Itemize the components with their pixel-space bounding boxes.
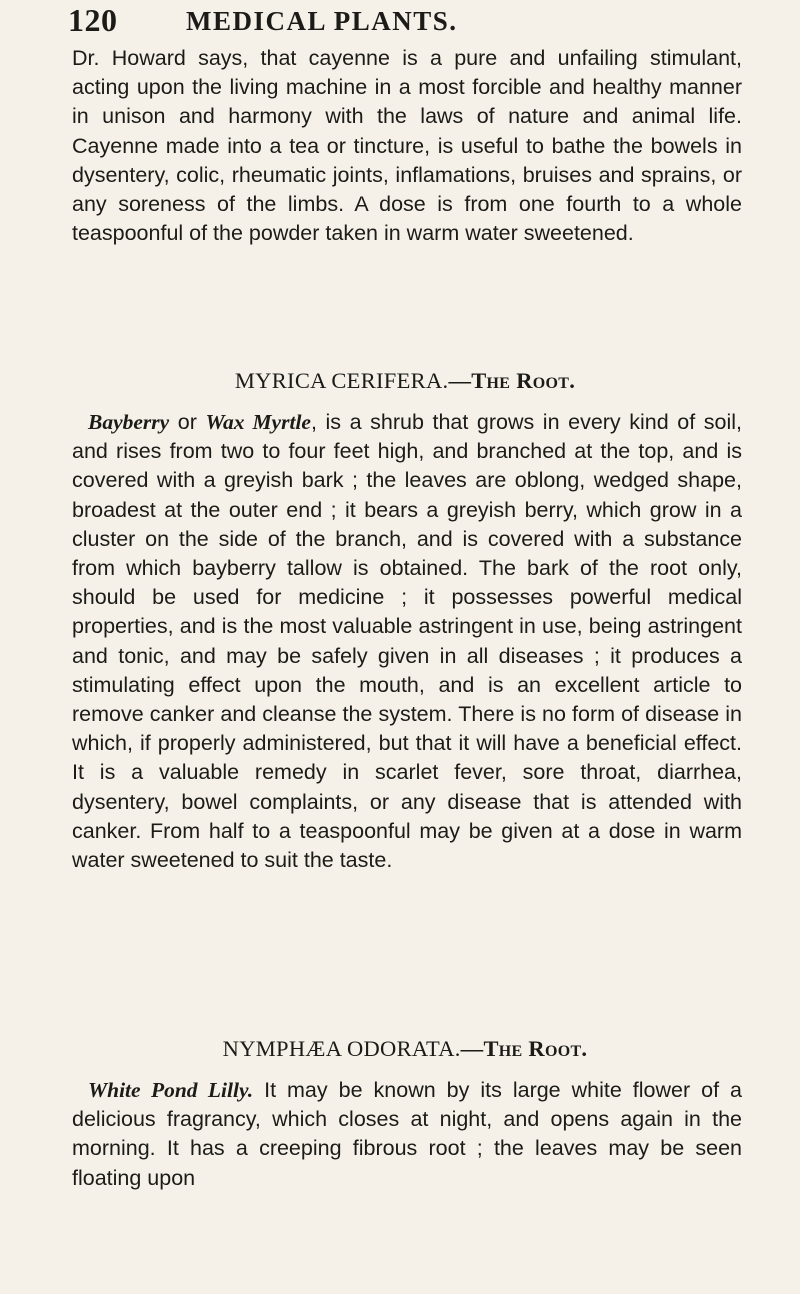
common-name: White Pond Lilly.	[88, 1078, 254, 1102]
connector-text: or	[169, 410, 206, 434]
common-name: Bayberry	[88, 410, 170, 434]
section-body-nymphaea	[72, 1076, 742, 1193]
intro-paragraph: Dr. Howard says, that cayenne is a pure and unfailing stimulant, acting upon the living machine in a most forcible and healthy manner in unison and harmony with the laws of nature and animal life. Cayenne made into a tea or tincture, is useful to bathe the bowels in dysentery, colic, rheumatic joints, inflamations, bruises and sprains, or any soreness of the limbs. A dose is from one fourth to a whole teaspoonful of the powder taken in warm water sweetened.	[72, 46, 742, 246]
section-body-myrica	[72, 408, 742, 875]
plant-part: —The Root.	[448, 368, 576, 393]
body-text: It may be known by its large white flower of a delicious fragrancy, which closes at night, and opens again in the morning. It has a creeping fibrous root ; the leaves may be seen floating upon	[72, 1078, 743, 1190]
latin-name: NYMPHÆA ODORATA.	[222, 1036, 461, 1061]
common-name: Wax Myrtle	[205, 410, 311, 434]
section-heading-myrica	[70, 368, 740, 394]
latin-name: MYRICA CERIFERA.	[234, 368, 449, 393]
page-number: 120	[68, 2, 118, 38]
section-heading-nymphaea	[70, 1036, 740, 1062]
page-header	[68, 2, 740, 42]
body-text: , is a shrub that grows in every kind of soil, and rises from two to four feet high, and branched at the top, and is covered with a greyish bark ; the leaves are oblong, wedged shape, broadest at the outer end ; it bears a greyish berry, which grow in a cluster on the side of the branch, and is covered with a substance from which bayberry tallow is obtained. The bark of the root only, should be used for medicine ; it possesses powerful medical properties, and is the most valuable astringent in use, being astringent and tonic, and may be safely given in all diseases ; it produces a stimulating effect upon the mouth, and is an excellent article to remove canker and cleanse the system. There is no form of disease in which, if properly administered, but that it will have a beneficial effect. It is a valuable remedy in scarlet fever, sore throat, diarrhea, dysentery, bowel complaints, or any disease that is attended with canker. From half to a teaspoonful may be given at a dose in warm water sweetened to suit the taste.	[72, 410, 742, 873]
running-title: MEDICAL PLANTS.	[186, 6, 458, 36]
plant-part: —The Root.	[460, 1036, 588, 1061]
